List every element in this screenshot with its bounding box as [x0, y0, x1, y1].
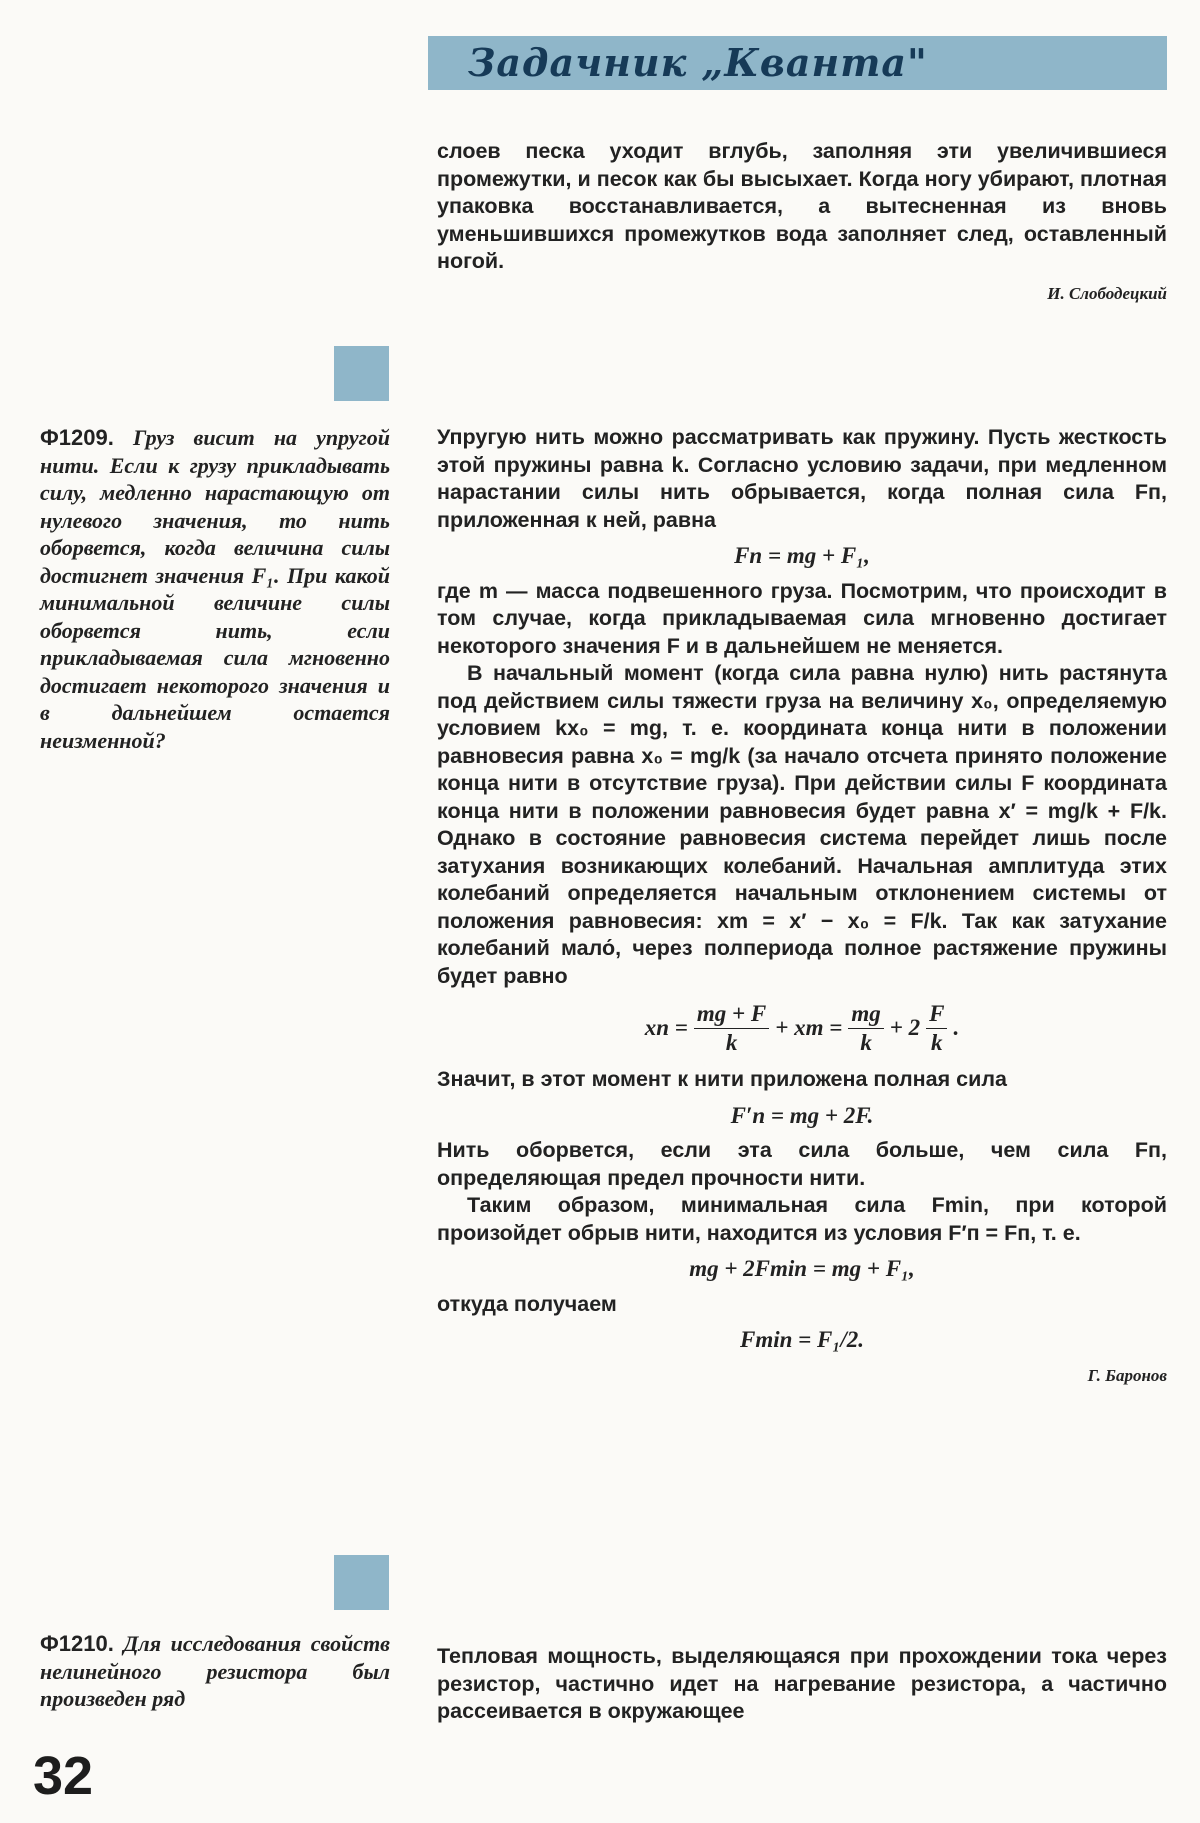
denominator: k [931, 1029, 943, 1055]
fraction [926, 1000, 947, 1056]
solution-paragraph: В начальный момент (когда сила равна нулю) нить растянута под действием силы тяжести груза на величину x₀, определяемую условием kx₀ = mg, т. е. координата конца нити в положении равновесия равна x₀ = mg/k (за начало отсчета принято положение конца нити в отсутствие груза). При действии силы F координата конца нити в положении равновесия будет равна x′ = mg/k + F/k. Однако в состояние равновесия система перейдет лишь после затухания возникающих колебаний. Начальная амплитуда этих колебаний определяется начальным отклонением системы от положения равновесия: xm = x′ − x₀ = F/k. Так как затухание колебаний мало́, через полпериода полное растяжение пружины будет равно [437, 661, 1167, 988]
formula-applied-force: F′п = mg + 2F. [730, 1102, 874, 1128]
header-title: Задачник „Кванта" [468, 40, 928, 85]
formula-condition: mg + 2Fmin = mg + F₁, [689, 1256, 915, 1281]
section-marker [334, 346, 389, 401]
numerator: mg + F [694, 1000, 769, 1029]
denominator: k [725, 1029, 738, 1055]
header-banner [428, 36, 1167, 90]
page-number: 32 [33, 1746, 94, 1806]
numerator: F [926, 1000, 947, 1029]
problem-1209-statement [40, 424, 390, 754]
intro-block [437, 138, 1167, 307]
problem-statement: Груз висит на упругой нити. Если к грузу прикладывать силу, медленно нарастающую от нулевого значения, то нить оборвется, когда величина силы достигнет значения F₁. При какой минимальной величине силы оборвется нить, если прикладываемая сила мгновенно достигает некоторого значения и в дальнейшем остается неизменной? [40, 425, 390, 753]
fraction [694, 1000, 769, 1056]
problem-1209-solution [437, 424, 1167, 1389]
numerator: mg [848, 1000, 883, 1029]
solution-paragraph: где m — масса подвешенного груза. Посмотрим, что происходит в том случае, когда прикладываемая сила мгновенно достигает некоторого значения F и в дальнейшем не меняется. [437, 578, 1167, 658]
solution-author: Г. Баронов [1087, 1365, 1167, 1385]
problem-1210-solution [437, 1643, 1167, 1726]
formula-part: + 2 [889, 1015, 921, 1041]
formula-part: . [953, 1015, 960, 1041]
problem-statement: Для исследования свойств нелинейного резистора был произведен ряд [40, 1631, 391, 1711]
problem-1210-statement [40, 1630, 390, 1713]
solution-paragraph: откуда получаем [437, 1291, 617, 1316]
formula-answer: Fmin = F₁/2. [739, 1327, 865, 1352]
solution-paragraph: Упругую нить можно рассматривать как пружину. Пусть жесткость этой пружины равна k. Согласно условию задачи, при медленном нарастании силы нить обрывается, когда полная сила Fп, приложенная к ней, равна [437, 425, 1167, 532]
solution-paragraph: Тепловая мощность, выделяющаяся при прохождении тока через резистор, частично идет на нагревание резистора, а частично рассеивается в окружающее [437, 1644, 1167, 1723]
intro-text: слоев песка уходит вглубь, заполняя эти увеличившиеся промежутки, и песок как бы высыхает. Когда ногу убирают, плотная упаковка восстанавливается, а вытесненная из вновь уменьшившихся промежутков вода заполняет след, оставленный ногой. [437, 139, 1167, 273]
solution-paragraph: Значит, в этот момент к нити приложена полная сила [437, 1067, 1007, 1091]
formula-part: + xm = [775, 1015, 843, 1041]
intro-author: И. Слободецкий [1047, 283, 1167, 303]
problem-id: Ф1209. [40, 425, 114, 450]
formula-break-force: Fп = mg + F₁, [734, 543, 870, 568]
formula-part: xп = [644, 1015, 688, 1041]
formula-total-extension [437, 1000, 1167, 1056]
section-marker [334, 1555, 389, 1610]
denominator: k [860, 1029, 872, 1055]
problem-id: Ф1210. [40, 1631, 114, 1656]
solution-paragraph: Нить оборвется, если эта сила больше, чем сила Fп, определяющая предел прочности нити. [437, 1138, 1167, 1190]
solution-paragraph: Таким образом, минимальная сила Fmin, при которой произойдет обрыв нити, находится из условия F′п = Fп, т. е. [437, 1193, 1167, 1245]
fraction [848, 1000, 883, 1056]
